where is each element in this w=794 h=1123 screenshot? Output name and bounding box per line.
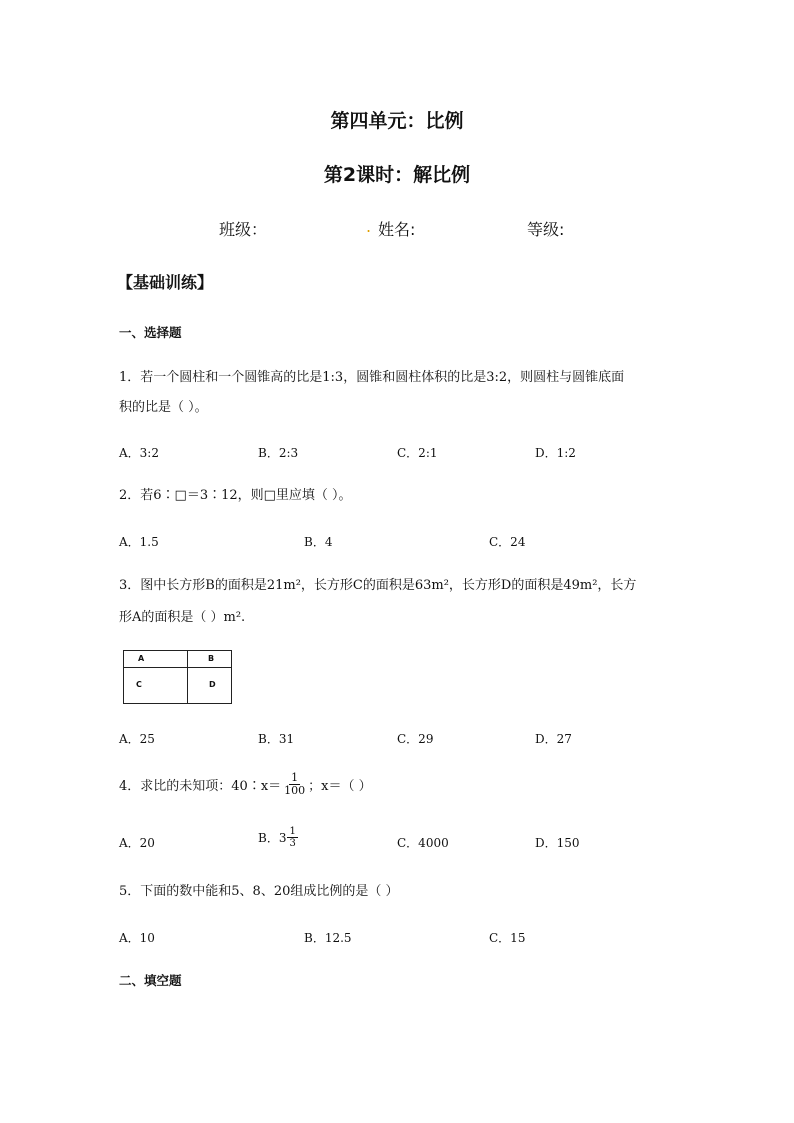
q5-option-a: A．10	[119, 931, 155, 945]
part1-title: 一、选择题	[119, 325, 182, 340]
q4-option-b-fraction	[287, 826, 297, 849]
q5-option-c: C．15	[489, 931, 526, 945]
figure-label-a: A	[138, 654, 145, 663]
figure-horizontal-divider	[124, 667, 231, 668]
q1-option-b: B．2:3	[258, 446, 299, 460]
q4-option-b	[258, 826, 299, 849]
separator-dot: .	[366, 217, 372, 236]
q3-line2: 形A的面积是（ ）m².	[119, 610, 246, 625]
q5-option-b: B．12.5	[304, 931, 352, 945]
q1-option-a: A．3:2	[119, 446, 159, 460]
q3-line1: 3．图中长方形B的面积是21m²，长方形C的面积是63m²，长方形D的面积是49m²，长方	[119, 578, 637, 593]
q4-option-a: A．20	[119, 836, 155, 850]
q4-text	[119, 772, 372, 797]
q1-line2: 积的比是（ ）。	[119, 400, 208, 415]
q2-option-b: B．4	[304, 535, 333, 549]
figure-label-c: C	[136, 680, 142, 689]
q4-prefix: 4．求比的未知项：40∶x＝	[119, 779, 282, 795]
rectangle-figure	[123, 650, 232, 704]
q1-option-d: D．1:2	[535, 446, 576, 460]
grade-label: 等级:	[527, 220, 565, 239]
q3-option-d: D．27	[535, 732, 572, 746]
q2-text: 2．若6∶□＝3∶12，则□里应填（ ）。	[119, 488, 352, 503]
figure-vertical-divider	[187, 651, 188, 703]
figure-label-b: B	[208, 654, 215, 663]
unit-title: 第四单元：比例	[330, 110, 464, 132]
q4-fraction	[282, 772, 307, 797]
q4-option-b-numerator: 1	[289, 826, 296, 837]
name-label: 姓名:	[378, 220, 416, 239]
q3-option-b: B．31	[258, 732, 295, 746]
q3-option-c: C．29	[397, 732, 434, 746]
q4-suffix: ；x＝（ ）	[308, 779, 372, 795]
part2-title: 二、填空题	[119, 973, 182, 988]
q4-option-c: C．4000	[397, 836, 449, 850]
q3-option-a: A．25	[119, 732, 155, 746]
figure-label-d: D	[209, 680, 216, 689]
section-basic-training: 【基础训练】	[117, 273, 214, 292]
q5-text: 5．下面的数中能和5、8、20组成比例的是（ ）	[119, 884, 399, 899]
q4-option-d: D．150	[535, 836, 580, 850]
q1-option-c: C．2:1	[397, 446, 438, 460]
q4-fraction-denominator: 100	[284, 784, 306, 798]
q4-option-b-denominator: 3	[289, 838, 296, 849]
q1-line1: 1．若一个圆柱和一个圆锥高的比是1:3，圆锥和圆柱体积的比是3:2，则圆柱与圆锥底面	[119, 370, 625, 385]
class-label: 班级：	[219, 220, 268, 239]
lesson-title: 第2课时：解比例	[323, 164, 471, 186]
q4-fraction-numerator: 1	[291, 771, 299, 784]
q4-option-b-prefix: B．3	[258, 831, 287, 845]
q2-option-a: A．1.5	[119, 535, 159, 549]
q2-option-c: C．24	[489, 535, 526, 549]
